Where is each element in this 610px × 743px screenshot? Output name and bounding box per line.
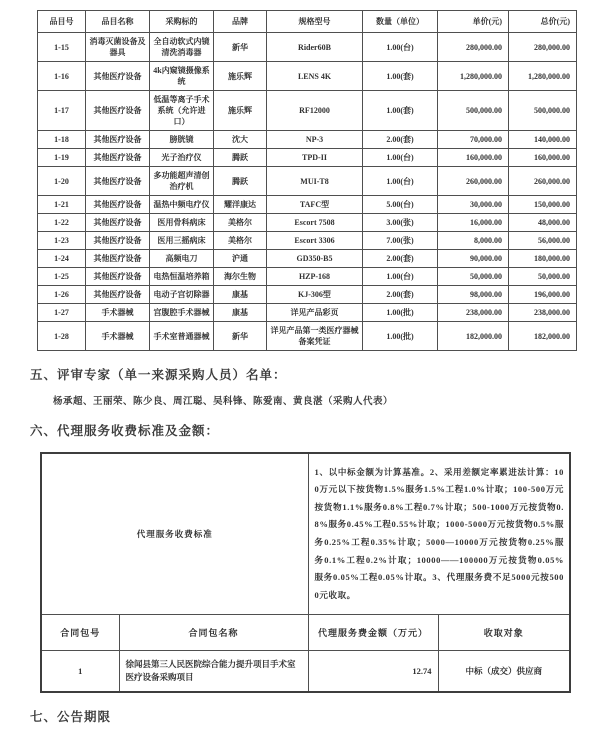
table-cell: 30,000.00 [438, 196, 509, 214]
table-cell: 160,000.00 [509, 149, 577, 167]
table-cell: NP-3 [267, 131, 363, 149]
table-cell: 沪通 [214, 250, 267, 268]
table-cell: 238,000.00 [438, 304, 509, 322]
fee-standard-row [41, 453, 570, 615]
table-cell: 48,000.00 [509, 214, 577, 232]
table-cell: 1-15 [38, 33, 86, 62]
table-row [38, 304, 577, 322]
table-cell: 全自动软式内镜清洗消毒器 [150, 33, 214, 62]
table-cell: 140,000.00 [509, 131, 577, 149]
table-cell: 1-26 [38, 286, 86, 304]
table-cell: TAFC型 [267, 196, 363, 214]
contract-package-no: 1 [41, 651, 119, 693]
table-cell: 1-21 [38, 196, 86, 214]
table-row [38, 149, 577, 167]
table-cell: 1.00(批) [363, 304, 438, 322]
table-cell: 1.00(台) [363, 33, 438, 62]
table-cell: 其他医疗设备 [86, 131, 150, 149]
table-row [38, 62, 577, 91]
table-cell: 1,280,000.00 [438, 62, 509, 91]
table-cell: 280,000.00 [438, 33, 509, 62]
table-cell: 5.00(台) [363, 196, 438, 214]
table-cell: 2.00(套) [363, 131, 438, 149]
table-cell: 1.00(台) [363, 167, 438, 196]
table-cell: 海尔生物 [214, 268, 267, 286]
items-column-header: 规格型号 [267, 11, 363, 33]
contract-package-name-header: 合同包名称 [119, 615, 308, 651]
table-cell: 详见产品彩页 [267, 304, 363, 322]
table-cell: 180,000.00 [509, 250, 577, 268]
table-cell: Rider60B [267, 33, 363, 62]
table-cell: 1-17 [38, 91, 86, 131]
table-cell: 1.00(台) [363, 149, 438, 167]
table-cell: 美格尔 [214, 214, 267, 232]
table-cell: 1-20 [38, 167, 86, 196]
experts-section-title: 五、评审专家（单一来源采购人员）名单： [30, 368, 287, 382]
table-cell: 1,280,000.00 [509, 62, 577, 91]
table-cell: 4k内窥镜摄像系统 [150, 62, 214, 91]
items-column-header: 单价(元) [438, 11, 509, 33]
table-cell: 沈大 [214, 131, 267, 149]
contract-package-name: 徐闻县第三人民医院综合能力提升项目手术室医疗设备采购项目 [119, 651, 308, 693]
experts-names: 杨承超、王丽荣、陈少良、周江聪、吴科锋、陈爱南、黄良湛（采购人代表） [53, 397, 394, 407]
table-cell: 1-16 [38, 62, 86, 91]
table-cell: 美格尔 [214, 232, 267, 250]
table-cell: 其他医疗设备 [86, 149, 150, 167]
table-cell: 其他医疗设备 [86, 268, 150, 286]
table-cell: 50,000.00 [438, 268, 509, 286]
agency-fee-table [40, 452, 571, 693]
table-cell: 腾跃 [214, 149, 267, 167]
table-cell: GD350-B5 [267, 250, 363, 268]
table-cell: 电热恒温培养箱 [150, 268, 214, 286]
table-cell: 腾跃 [214, 167, 267, 196]
table-cell: 多功能超声清创治疗机 [150, 167, 214, 196]
fee-payer: 中标（成交）供应商 [438, 651, 570, 693]
agency-fee-section-title: 六、代理服务收费标准及金额： [30, 424, 220, 438]
table-cell: 温热中频电疗仪 [150, 196, 214, 214]
table-cell: 耀洋康达 [214, 196, 267, 214]
table-cell: 500,000.00 [438, 91, 509, 131]
items-column-header: 品牌 [214, 11, 267, 33]
table-row [38, 286, 577, 304]
table-cell: RF12000 [267, 91, 363, 131]
table-cell: 3.00(张) [363, 214, 438, 232]
table-cell: 238,000.00 [509, 304, 577, 322]
table-cell: 500,000.00 [509, 91, 577, 131]
table-cell: 16,000.00 [438, 214, 509, 232]
table-cell: 182,000.00 [509, 322, 577, 351]
table-cell: 2.00(套) [363, 250, 438, 268]
table-cell: 膀胱镜 [150, 131, 214, 149]
contract-table-row [41, 651, 570, 693]
table-row [38, 322, 577, 351]
items-table-header-row [38, 11, 577, 33]
table-cell: KJ-306型 [267, 286, 363, 304]
table-cell: 150,000.00 [509, 196, 577, 214]
agency-fee-amount-header: 代理服务费金额（万元） [308, 615, 438, 651]
table-cell: 详见产品第一类医疗器械备案凭证 [267, 322, 363, 351]
table-row [38, 91, 577, 131]
table-cell: 新华 [214, 322, 267, 351]
table-cell: 施乐辉 [214, 62, 267, 91]
items-column-header: 数量（单位） [363, 11, 438, 33]
table-cell: 196,000.00 [509, 286, 577, 304]
fee-payer-header: 收取对象 [438, 615, 570, 651]
table-cell: 56,000.00 [509, 232, 577, 250]
table-cell: 其他医疗设备 [86, 232, 150, 250]
table-cell: 260,000.00 [509, 167, 577, 196]
table-cell: 8,000.00 [438, 232, 509, 250]
table-cell: MUI-T8 [267, 167, 363, 196]
table-row [38, 214, 577, 232]
table-cell: TPD-II [267, 149, 363, 167]
table-cell: Escort 3306 [267, 232, 363, 250]
table-cell: 260,000.00 [438, 167, 509, 196]
table-row [38, 167, 577, 196]
table-cell: 手术器械 [86, 304, 150, 322]
table-cell: 1.00(台) [363, 268, 438, 286]
table-cell: 康基 [214, 286, 267, 304]
table-cell: 高频电刀 [150, 250, 214, 268]
table-cell: 施乐辉 [214, 91, 267, 131]
table-cell: 低温等离子手术系统（允许进口） [150, 91, 214, 131]
table-cell: 康基 [214, 304, 267, 322]
table-cell: 280,000.00 [509, 33, 577, 62]
table-cell: 其他医疗设备 [86, 167, 150, 196]
items-table [37, 10, 577, 351]
table-cell: 182,000.00 [438, 322, 509, 351]
table-cell: 其他医疗设备 [86, 196, 150, 214]
table-cell: 其他医疗设备 [86, 286, 150, 304]
table-cell: 手术室普通器械 [150, 322, 214, 351]
notice-period-section-title: 七、公告期限 [30, 710, 112, 724]
table-cell: 2.00(套) [363, 286, 438, 304]
table-cell: 1-22 [38, 214, 86, 232]
items-column-header: 品目名称 [86, 11, 150, 33]
table-cell: 医用骨科病床 [150, 214, 214, 232]
table-cell: Escort 7508 [267, 214, 363, 232]
table-cell: 70,000.00 [438, 131, 509, 149]
table-row [38, 250, 577, 268]
fee-standard-label: 代理服务收费标准 [41, 453, 308, 615]
table-cell: 98,000.00 [438, 286, 509, 304]
table-cell: 1.00(批) [363, 322, 438, 351]
fee-standard-text: 1、以中标金额为计算基准。2、采用差额定率累进法计算：100万元以下按货物1.5%服务1.5%工程1.0%计取；100-500万元按货物1.1%服务0.8%工程0.7%计取；500-1000万元按货物0.8%服务0.45%工程0.55%计取；1000-5000万元按货物0.5%服务0.25%工程0.35%计取；5000—10000万元按货物0.25%服务0.1%工程0.2%计取；10000——100000万元按货物0.05%服务0.05%工程0.05%计取。3、代理服务费不足5000元按5000元收取。 [308, 453, 570, 615]
items-column-header: 总价(元) [509, 11, 577, 33]
table-row [38, 232, 577, 250]
table-row [38, 268, 577, 286]
table-cell: 消毒灭菌设备及器具 [86, 33, 150, 62]
table-cell: 手术器械 [86, 322, 150, 351]
table-cell: 7.00(张) [363, 232, 438, 250]
table-cell: 1-25 [38, 268, 86, 286]
items-column-header: 品目号 [38, 11, 86, 33]
table-cell: 其他医疗设备 [86, 250, 150, 268]
table-cell: 160,000.00 [438, 149, 509, 167]
table-cell: 其他医疗设备 [86, 214, 150, 232]
table-cell: 其他医疗设备 [86, 62, 150, 91]
table-cell: 其他医疗设备 [86, 91, 150, 131]
table-cell: 宫腹腔手术器械 [150, 304, 214, 322]
table-cell: 电动子宫切除器 [150, 286, 214, 304]
contract-package-no-header: 合同包号 [41, 615, 119, 651]
table-cell: HZP-168 [267, 268, 363, 286]
table-cell: 1-23 [38, 232, 86, 250]
table-cell: 光子治疗仪 [150, 149, 214, 167]
table-cell: LENS 4K [267, 62, 363, 91]
table-cell: 1.00(套) [363, 91, 438, 131]
table-cell: 医用三摇病床 [150, 232, 214, 250]
table-cell: 1.00(套) [363, 62, 438, 91]
table-cell: 1-27 [38, 304, 86, 322]
table-cell: 1-24 [38, 250, 86, 268]
table-cell: 新华 [214, 33, 267, 62]
table-cell: 1-19 [38, 149, 86, 167]
table-cell: 90,000.00 [438, 250, 509, 268]
agency-fee-amount: 12.74 [308, 651, 438, 693]
table-cell: 50,000.00 [509, 268, 577, 286]
table-row [38, 196, 577, 214]
contract-table-header-row [41, 615, 570, 651]
table-row [38, 33, 577, 62]
items-column-header: 采购标的 [150, 11, 214, 33]
items-table-body [38, 33, 577, 351]
table-cell: 1-18 [38, 131, 86, 149]
table-row [38, 131, 577, 149]
table-cell: 1-28 [38, 322, 86, 351]
